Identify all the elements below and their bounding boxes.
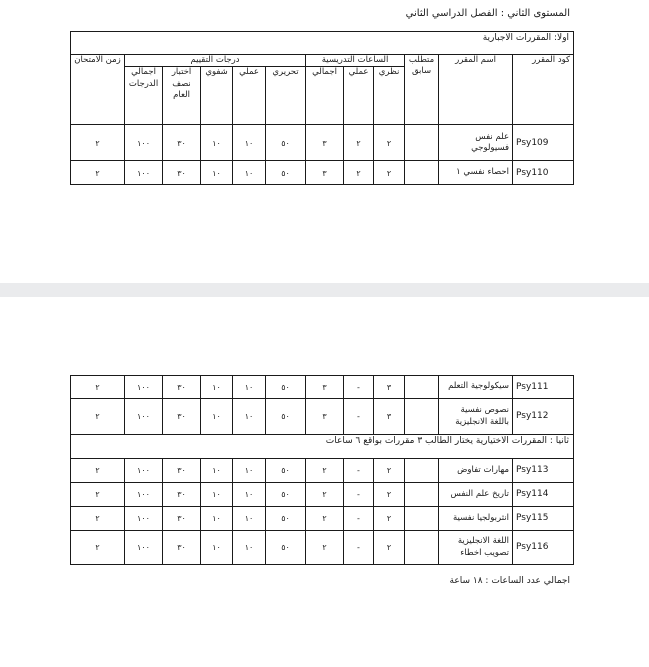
course-oral: ١٠ [201,531,233,565]
course-code: Psy109 [513,125,574,161]
course-prereq [405,483,439,507]
section-elective-label: ثانيا : المقررات الاختيارية يختار الطالب ٣ مقررات بواقع ٦ ساعات [71,435,574,459]
header-practical-grade: عملي [233,67,266,125]
document-page-1 [0,0,649,283]
course-midterm: ٣٠ [163,161,201,185]
course-prereq [405,507,439,531]
course-practical: ٢ [344,125,374,161]
course-total-grades: ١٠٠ [125,399,163,435]
header-teaching-hours: الساعات التدريسية [306,55,405,67]
header-grades: درجات التقييم [125,55,306,67]
header-practical: عملي [344,67,374,125]
course-code: Psy114 [513,483,574,507]
course-exam-time: ٢ [71,399,125,435]
course-practical: - [344,531,374,565]
course-name: مهارات تفاوض [439,459,513,483]
course-theory: ٢ [374,125,405,161]
course-theory: ٢ [374,483,405,507]
course-oral: ١٠ [201,483,233,507]
course-practical: - [344,507,374,531]
course-practical-grade: ١٠ [233,376,266,399]
course-code: Psy113 [513,459,574,483]
course-practical-grade: ١٠ [233,483,266,507]
page-separator [0,283,649,297]
course-practical-grade: ١٠ [233,125,266,161]
course-code: Psy115 [513,507,574,531]
course-total-hours: ٢ [306,531,344,565]
table-row [71,459,574,483]
course-theory: ٣ [374,376,405,399]
course-total-grades: ١٠٠ [125,531,163,565]
course-total-hours: ٣ [306,376,344,399]
course-name: نصوص نفسية باللغة الانجليزية [439,399,513,435]
course-written: ٥٠ [266,483,306,507]
course-midterm: ٣٠ [163,483,201,507]
table-row [71,507,574,531]
header-row-1 [71,55,574,67]
course-total-grades: ١٠٠ [125,161,163,185]
header-prereq: متطلب سابق [405,55,439,125]
table-row [71,376,574,399]
course-written: ٥٠ [266,399,306,435]
course-total-grades: ١٠٠ [125,125,163,161]
course-practical: - [344,459,374,483]
course-total-grades: ١٠٠ [125,507,163,531]
course-code: Psy112 [513,399,574,435]
course-oral: ١٠ [201,161,233,185]
course-oral: ١٠ [201,459,233,483]
course-oral: ١٠ [201,507,233,531]
table-row [71,483,574,507]
course-prereq [405,399,439,435]
header-theory: نظري [374,67,405,125]
course-prereq [405,459,439,483]
table-row [71,161,574,185]
course-theory: ٢ [374,459,405,483]
course-exam-time: ٢ [71,125,125,161]
section-row [71,435,574,459]
course-oral: ١٠ [201,125,233,161]
course-written: ٥٠ [266,376,306,399]
course-code: Psy111 [513,376,574,399]
course-midterm: ٣٠ [163,376,201,399]
course-total-hours: ٢ [306,459,344,483]
course-prereq [405,125,439,161]
course-practical-grade: ١٠ [233,399,266,435]
course-written: ٥٠ [266,125,306,161]
course-code: Psy110 [513,161,574,185]
course-name: انثربولجيا نفسية [439,507,513,531]
course-practical-grade: ١٠ [233,161,266,185]
course-midterm: ٣٠ [163,507,201,531]
document-page-2 [0,297,649,667]
course-practical: - [344,483,374,507]
header-total-grades: اجمالي الدرجات [125,67,163,125]
course-total-hours: ٣ [306,161,344,185]
course-practical: - [344,399,374,435]
course-exam-time: ٢ [71,459,125,483]
course-practical: ٢ [344,161,374,185]
header-midterm: اختبار نصف العام [163,67,201,125]
course-exam-time: ٢ [71,483,125,507]
total-hours-text: اجمالي عدد الساعات : ١٨ ساعة [449,576,570,586]
table-row [71,399,574,435]
course-exam-time: ٢ [71,531,125,565]
course-name: تاريخ علم النفس [439,483,513,507]
course-practical-grade: ١٠ [233,507,266,531]
header-written: تحريري [266,67,306,125]
course-written: ٥٠ [266,161,306,185]
course-midterm: ٣٠ [163,399,201,435]
course-practical-grade: ١٠ [233,531,266,565]
course-name: احصاء نفسي ١ [439,161,513,185]
course-oral: ١٠ [201,399,233,435]
course-midterm: ٣٠ [163,459,201,483]
course-name: اللغة الانجليزية تصويب اخطاء [439,531,513,565]
course-theory: ٢ [374,531,405,565]
course-theory: ٣ [374,399,405,435]
section-mandatory-label: اولا: المقررات الاجبارية [71,32,574,55]
header-oral: شفوي [201,67,233,125]
courses-continued-table [70,375,574,565]
course-practical: - [344,376,374,399]
course-written: ٥٠ [266,507,306,531]
course-total-grades: ١٠٠ [125,483,163,507]
section-row [71,32,574,55]
course-total-hours: ٣ [306,125,344,161]
header-name: اسم المقرر [439,55,513,125]
course-theory: ٢ [374,161,405,185]
course-midterm: ٣٠ [163,531,201,565]
course-total-grades: ١٠٠ [125,376,163,399]
page-title: المستوى الثاني : الفصل الدراسي الثاني [405,8,570,19]
header-code: كود المقرر [513,55,574,125]
header-exam-time: زمن الامتحان [71,55,125,125]
course-exam-time: ٢ [71,161,125,185]
course-practical-grade: ١٠ [233,459,266,483]
course-prereq [405,531,439,565]
mandatory-courses-table [70,31,574,185]
course-code: Psy116 [513,531,574,565]
course-total-hours: ٣ [306,399,344,435]
course-oral: ١٠ [201,376,233,399]
table-row [71,125,574,161]
course-prereq [405,376,439,399]
table-row [71,531,574,565]
course-written: ٥٠ [266,531,306,565]
course-name: سيكولوجية التعلم [439,376,513,399]
course-total-hours: ٢ [306,507,344,531]
course-total-hours: ٢ [306,483,344,507]
course-prereq [405,161,439,185]
course-name: علم نفس فسيولوجي [439,125,513,161]
course-exam-time: ٢ [71,376,125,399]
course-written: ٥٠ [266,459,306,483]
course-exam-time: ٢ [71,507,125,531]
header-total-hours: اجمالي [306,67,344,125]
course-midterm: ٣٠ [163,125,201,161]
course-theory: ٢ [374,507,405,531]
course-total-grades: ١٠٠ [125,459,163,483]
